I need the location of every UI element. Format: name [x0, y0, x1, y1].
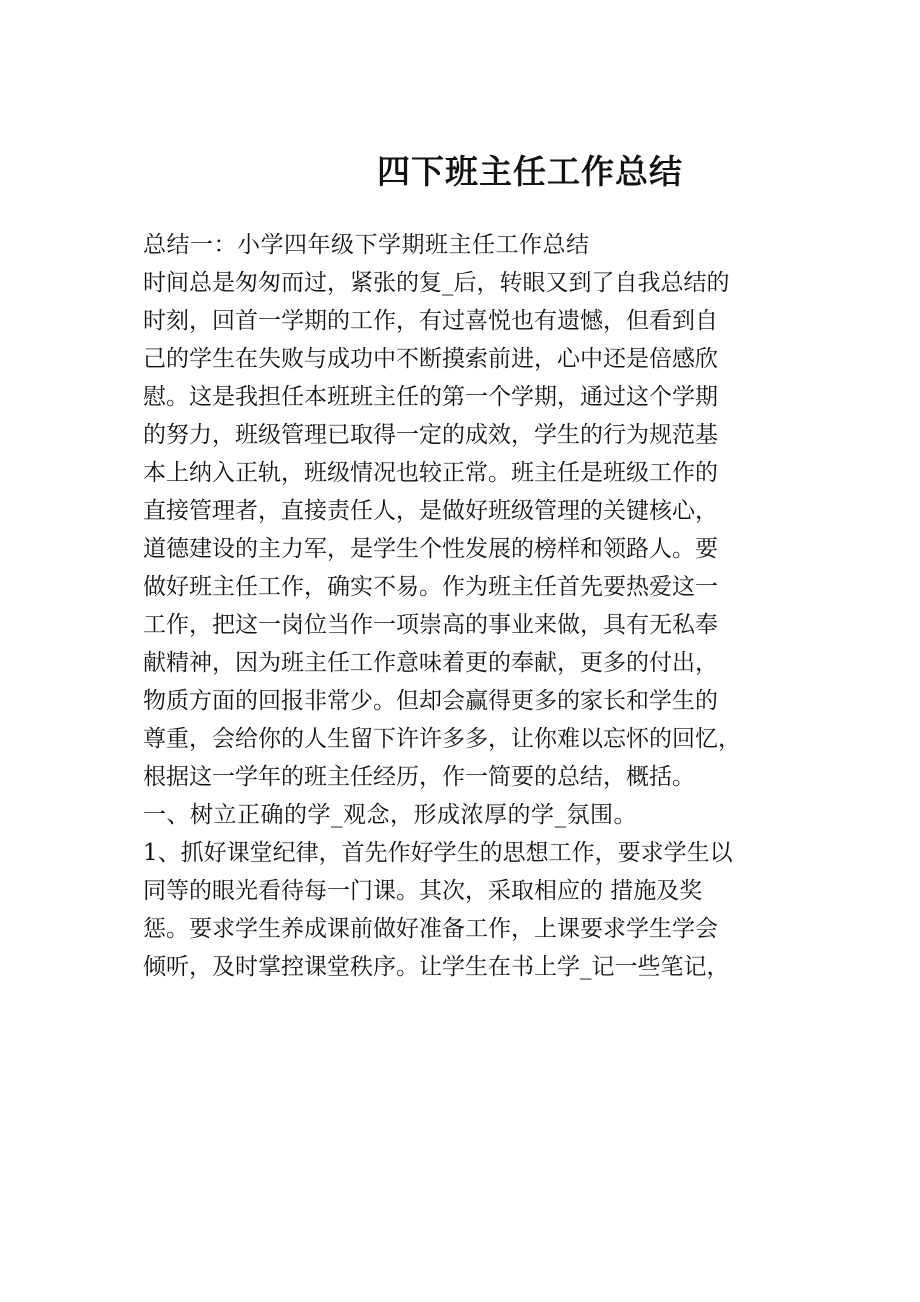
paragraph-line: 直接管理者，直接责任人，是做好班级管理的关键核心， — [143, 498, 718, 524]
paragraph-line: 物质方面的回报非常少。但却会赢得更多的家长和学生的 — [143, 688, 718, 714]
document-title: 四下班主任工作总结 — [377, 152, 683, 191]
paragraph-line: 根据这一学年的班主任经历，作一简要的总结，概括。 — [143, 764, 695, 790]
paragraph-line: 1、抓好课堂纪律，首先作好学生的思想工作，要求学生以 — [143, 840, 733, 866]
paragraph-line: 道德建设的主力军，是学生个性发展的榜样和领路人。要 — [143, 536, 718, 562]
section-heading: 一、树立正确的学_观念，形成浓厚的学_氛围。 — [143, 802, 637, 828]
paragraph-line: 的努力，班级管理已取得一定的成效，学生的行为规范基 — [143, 422, 718, 448]
paragraph-line: 做好班主任工作，确实不易。作为班主任首先要热爱这一 — [143, 574, 718, 600]
paragraph-line: 同等的眼光看待每一门课。其次，采取相应的 措施及奖 — [143, 878, 703, 904]
paragraph-line: 惩。要求学生养成课前做好准备工作，上课要求学生学会 — [143, 916, 718, 942]
paragraph-line: 尊重，会给你的人生留下许许多多，让你难以忘怀的回忆， — [143, 726, 741, 752]
paragraph-line: 工作，把这一岗位当作一项崇高的事业来做，具有无私奉 — [143, 612, 718, 638]
paragraph-line: 本上纳入正轨，班级情况也较正常。班主任是班级工作的 — [143, 460, 718, 486]
paragraph-line: 倾听，及时掌控课堂秩序。让学生在书上学_记一些笔记， — [143, 954, 730, 980]
paragraph-line: 时刻，回首一学期的工作，有过喜悦也有遗憾，但看到自 — [143, 308, 718, 334]
paragraph-line: 时间总是匆匆而过，紧张的复_后，转眼又到了自我总结的 — [143, 270, 730, 296]
paragraph-line: 己的学生在失败与成功中不断摸索前进，心中还是倍感欣 — [143, 346, 718, 372]
paragraph-line: 慰。这是我担任本班班主任的第一个学期，通过这个学期 — [143, 384, 718, 410]
paragraph-line: 献精神，因为班主任工作意味着更的奉献，更多的付出， — [143, 650, 718, 676]
document-body — [143, 226, 783, 986]
section-subtitle: 总结一：小学四年级下学期班主任工作总结 — [143, 232, 590, 258]
